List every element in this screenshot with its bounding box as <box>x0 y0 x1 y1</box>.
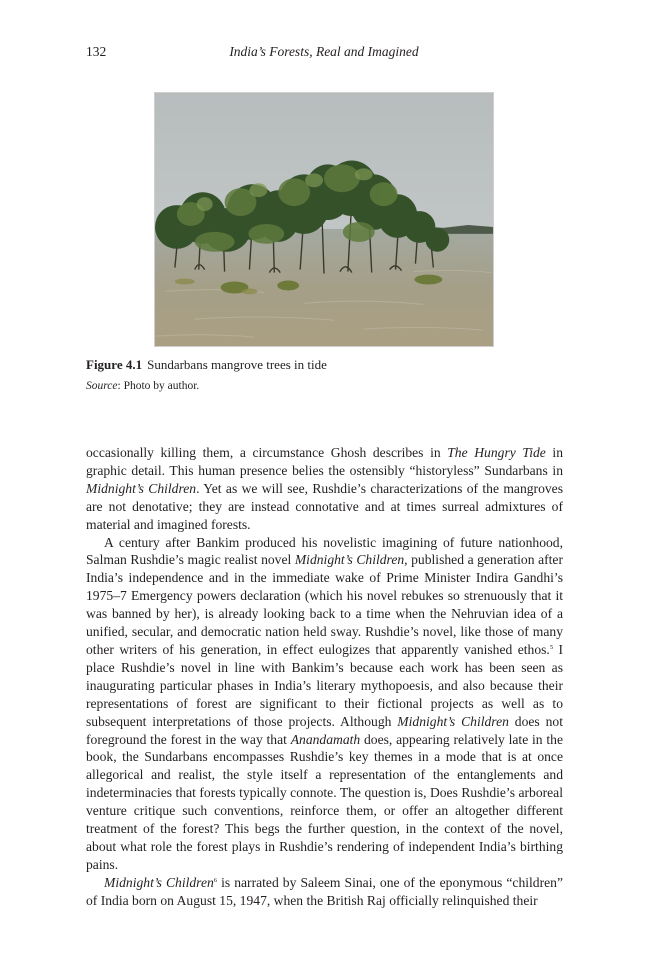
page-number: 132 <box>86 44 107 59</box>
book-title-midnights-children: Midnight’s Children <box>86 480 197 496</box>
paragraph-2 <box>86 534 563 874</box>
figure-caption <box>86 357 327 373</box>
paragraph-2-text-5: does, appearing relatively late in the book, the Sundarbans encompasses Rushdie’s key themes in a mode that is at once allegorical and realist, the style itself a representation of the entanglements and indeterminacies that forests typically connote. The question is, Does Rushdie’s arboreal venture critique such conventions, reinforce them, or offer an altogether different treatment of the forest? This begs the further question, in the context of the novel, about what role the forest plays in Rushdie’s rendering of independent India’s birthing pains. <box>86 731 563 872</box>
paragraph-1-text-2: in graphic detail. This human presence belies the ostensibly “historyless” Sundarbans in <box>86 445 563 478</box>
paragraph-1-text-3: . Yet as we will see, Rushdie’s characterizations of the mangroves are not denotative; they are instead connotative and at times surreal admixtures of material and imagined forests. <box>86 480 563 532</box>
book-title-midnights-children: Midnight’s Children <box>397 713 509 729</box>
body-text <box>86 444 563 910</box>
mangrove-photo-image <box>155 93 493 346</box>
book-title-midnights-children: Midnight’s Children <box>294 552 405 568</box>
figure-source <box>86 380 199 392</box>
paragraph-2-text-3: I place Rushdie’s novel in line with Bankim’s because each work has been seen as inaugurating particular phases in India’s literary mythopoesis, and also because their representations of forest are significant to their fictional projects as well as to subsequent interpretations of those projects. Although <box>86 641 563 729</box>
paragraph-2-text-1: A century after Bankim produced his novelistic imagining of future nationhood, Salman Rushdie’s magic realist novel <box>86 534 563 568</box>
figure-source-label: Source <box>86 380 118 392</box>
book-title-hungry-tide: The Hungry Tide <box>447 445 546 460</box>
figure-photo <box>154 92 494 347</box>
figure-source-text: : Photo by author. <box>117 380 200 392</box>
book-title-midnights-children: Midnight’s Children <box>104 874 214 890</box>
running-head <box>86 44 562 64</box>
figure-caption-text: Sundarbans mangrove trees in tide <box>147 357 327 372</box>
paragraph-3 <box>86 874 563 910</box>
running-title: India’s Forests, Real and Imagined <box>229 44 419 59</box>
paragraph-2-text-2: , published a generation after India’s independence and in the immediate wake of Prime Minister Indira Gandhi’s 1975–7 Emergency powers declaration (which his novel rebukes so strenuously that it was banned by her), is already looking back to a time when the Nehruvian idea of a unified, secular, and democratic nation held sway. Rushdie’s novel, like those of many other writers of his generation, in effect eulogizes that apparently vanished ethos. <box>86 552 563 657</box>
footnote-ref-6: 6 <box>213 876 218 884</box>
paragraph-2-text-4: does not foreground the forest in the way that <box>86 713 563 747</box>
book-title-anandamath: Anandamath <box>290 731 361 747</box>
paragraph-1-text-1: occasionally killing them, a circumstance Ghosh describes in <box>86 445 448 460</box>
paragraph-3-text-1: is narrated by Saleem Sinai, one of the eponymous “children” of India born on August 15, 1947, when the British Raj officially relinquished their <box>86 874 563 908</box>
footnote-ref-5: 5 <box>549 643 554 651</box>
paragraph-1 <box>86 444 563 534</box>
figure-label: Figure 4.1 <box>86 357 143 372</box>
